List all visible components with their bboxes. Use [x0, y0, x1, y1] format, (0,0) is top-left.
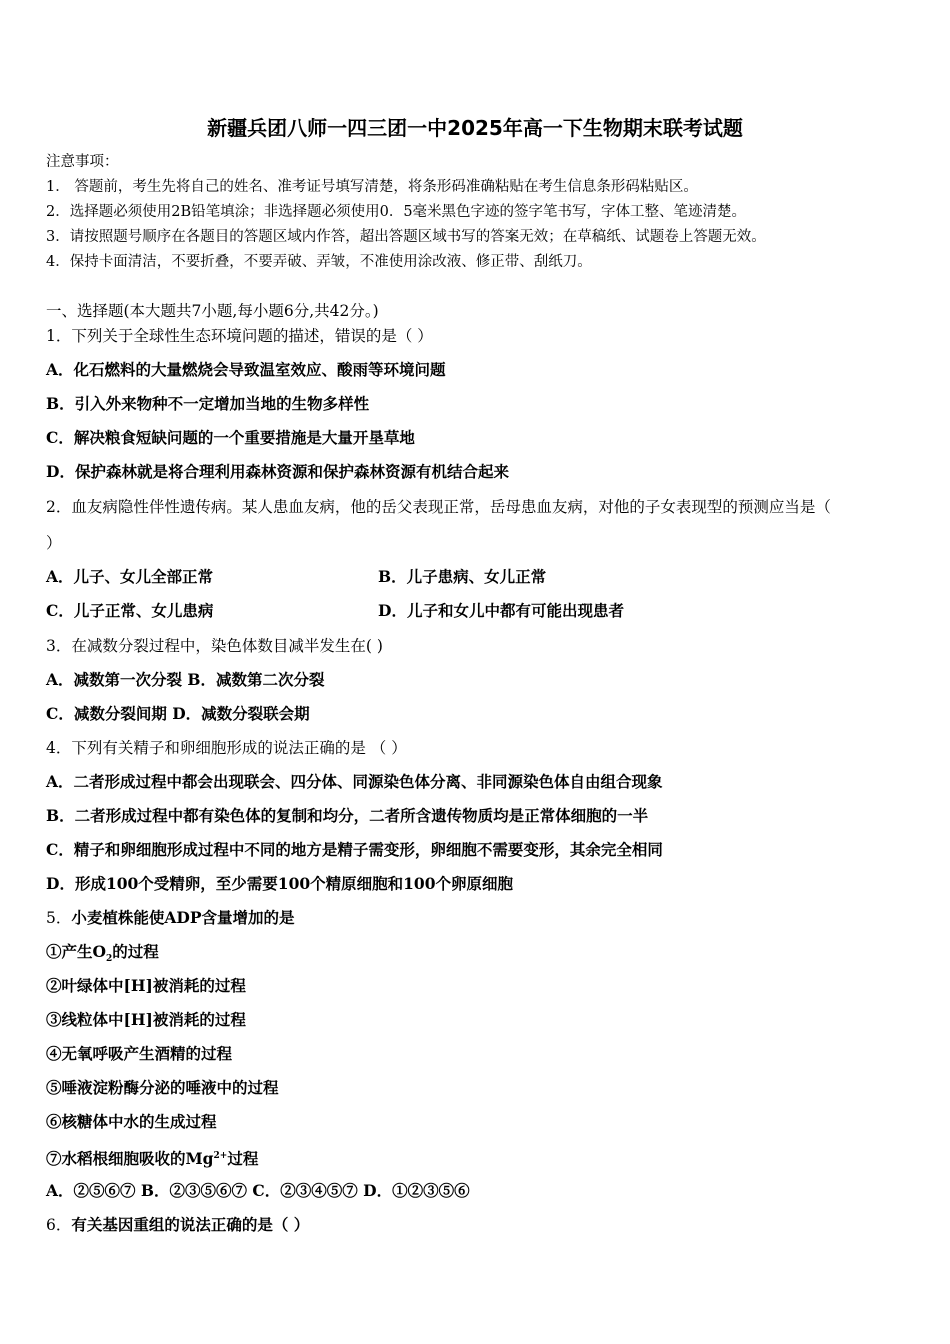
question-stem: 有关基因重组的说法正确的是（ ）	[71, 1215, 310, 1234]
q4-option-b: B．二者形成过程中都有染色体的复制和均分，二者所含遗传物质均是正常体细胞的一半	[46, 806, 649, 825]
question-stem: 血友病隐性伴性遗传病。某人患血友病，他的岳父表现正常，岳母患血友病，对他的子女表现型的预测应当是（	[71, 498, 831, 516]
q5-item-1-suffix: 的过程	[112, 942, 159, 961]
notice-item-3: 3．请按照题号顺序在各题目的答题区域内作答，超出答题区域书写的答案无效；在草稿纸、试题卷上答题无效。	[46, 229, 766, 245]
notice-item-4: 4．保持卡面清洁，不要折叠，不要弄破、弄皱，不准使用涂改液、修正带、刮纸刀。	[46, 254, 592, 270]
q5-item-3: ③线粒体中[H]被消耗的过程	[46, 1010, 246, 1029]
question-number: 6．	[46, 1216, 72, 1234]
notice-heading: 注意事项：	[46, 154, 119, 170]
q4-option-d: D．形成100个受精卵，至少需要100个精原细胞和100个卵原细胞	[46, 874, 514, 893]
q5-item-5: ⑤唾液淀粉酶分泌的唾液中的过程	[46, 1078, 279, 1097]
section-heading: 一、选择题(本大题共7小题,每小题6分,共42分。)	[46, 302, 379, 320]
question-1	[46, 326, 433, 346]
q1-option-b: B．引入外来物种不一定增加当地的生物多样性	[46, 394, 370, 413]
q5-item-7-suffix: 过程	[227, 1149, 259, 1169]
q5-item-1	[46, 942, 159, 969]
q5-item-1-text: ①产生O	[46, 942, 107, 961]
question-2-stem-end: ）	[46, 534, 62, 552]
q2-option-c: C．儿子正常、女儿患病	[46, 601, 214, 620]
notice-item-1: 1． 答题前，考生先将自己的姓名、准考证号填写清楚，将条形码准确粘贴在考生信息条形码粘贴区。	[46, 179, 698, 195]
q2-option-d: D．儿子和女儿中都有可能出现患者	[378, 601, 624, 620]
question-number: 2．	[46, 498, 72, 516]
question-6	[46, 1215, 309, 1235]
question-stem: 在减数分裂过程中，染色体数目减半发生在( )	[71, 637, 383, 655]
question-2	[46, 497, 831, 517]
q5-item-7-text: ⑦水稻根细胞吸收的Mg	[46, 1149, 214, 1169]
question-number: 1．	[46, 327, 72, 345]
q2-option-b: B．儿子患病、女儿正常	[378, 567, 547, 586]
question-number: 3．	[46, 637, 72, 655]
q3-options-ab: A．减数第一次分裂 B．减数第二次分裂	[46, 670, 325, 689]
q1-option-a: A．化石燃料的大量燃烧会导致温室效应、酸雨等环境问题	[46, 360, 446, 379]
question-stem: 下列有关精子和卵细胞形成的说法正确的是 （ ）	[71, 739, 407, 757]
question-stem: 下列关于全球性生态环境问题的描述，错误的是（ ）	[71, 327, 433, 345]
question-number: 5．	[46, 909, 72, 927]
superscript: 2+	[213, 1151, 228, 1161]
subscript: 2	[106, 954, 113, 965]
question-5	[46, 908, 295, 928]
question-4	[46, 738, 407, 758]
page-title: 新疆兵团八师一四三团一中2025年高一下生物期末联考试题	[207, 116, 743, 140]
q4-option-a: A．二者形成过程中都会出现联会、四分体、同源染色体分离、非同源染色体自由组合现象	[46, 772, 663, 791]
question-stem: 小麦植株能使ADP含量增加的是	[71, 908, 295, 927]
q3-options-cd: C．减数分裂间期 D．减数分裂联会期	[46, 704, 310, 723]
q1-option-c: C．解决粮食短缺问题的一个重要措施是大量开垦草地	[46, 428, 415, 447]
q5-item-6: ⑥核糖体中水的生成过程	[46, 1112, 217, 1131]
q5-item-2: ②叶绿体中[H]被消耗的过程	[46, 976, 246, 995]
q5-item-4: ④无氧呼吸产生酒精的过程	[46, 1044, 233, 1063]
q4-option-c: C．精子和卵细胞形成过程中不同的地方是精子需变形，卵细胞不需要变形，其余完全相同	[46, 840, 663, 859]
q2-option-a: A．儿子、女儿全部正常	[46, 567, 214, 586]
question-3	[46, 636, 383, 656]
q1-option-d: D．保护森林就是将合理利用森林资源和保护森林资源有机结合起来	[46, 462, 509, 481]
notice-item-2: 2．选择题必须使用2B铅笔填涂；非选择题必须使用0．5毫米黑色字迹的签字笔书写，字体工整、笔迹清楚。	[46, 204, 747, 220]
question-number: 4．	[46, 739, 72, 757]
q5-options: A．②⑤⑥⑦ B．②③⑤⑥⑦ C．②③④⑤⑦ D．①②③⑤⑥	[46, 1181, 470, 1200]
q5-item-7	[46, 1146, 258, 1169]
